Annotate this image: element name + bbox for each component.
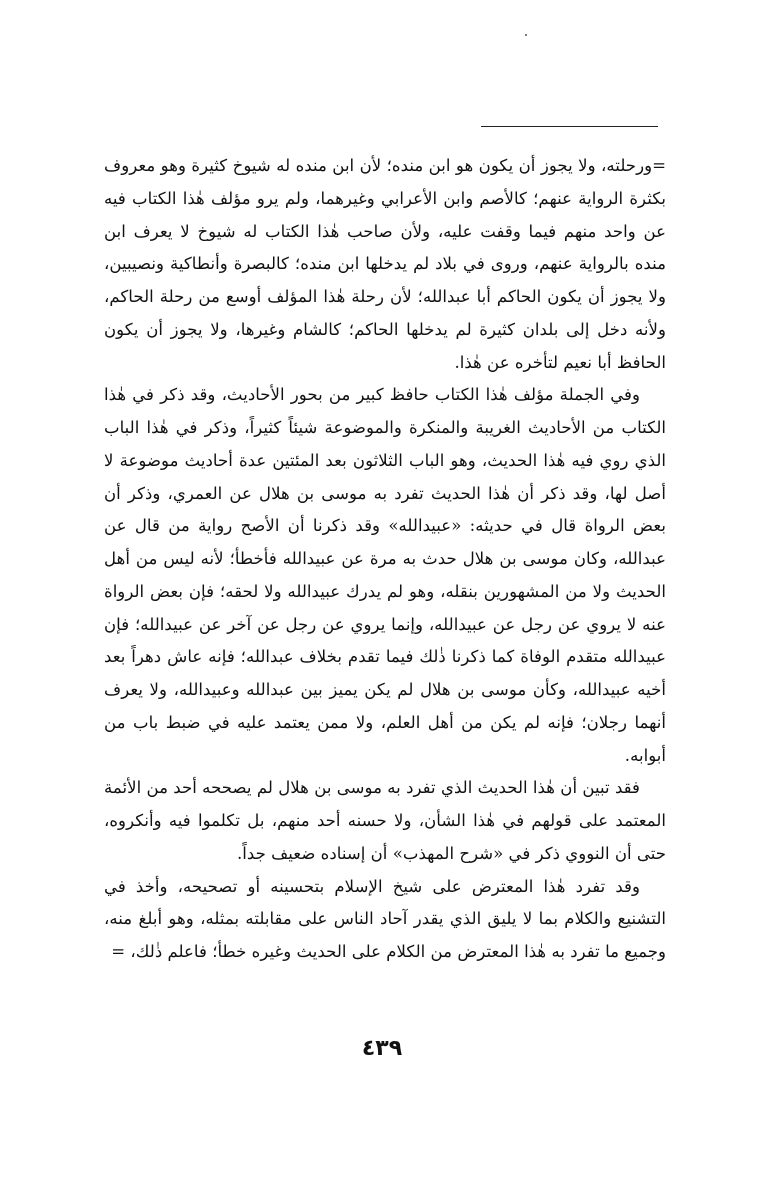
paragraph-4: وقد تفرد هٰذا المعترض على شيخ الإسلام بتحسينه أو تصحيحه، وأخذ في التشنيع والكلام بما لا يليق الذي يقدر آحاد الناس على مقابلته بمثله، وهو أبلغ منه، وجميع ما تفرد به هٰذا المعترض من الكلام على الحديث وغيره خطأ؛ فاعلم ذٰلك، =: [104, 876, 666, 961]
paragraph-1: =ورحلته، ولا يجوز أن يكون هو ابن منده؛ لأن ابن منده له شيوخ كثيرة وهو معروف بكثرة الرواية عنهم؛ كالأصم وابن الأعرابي وغيرهما، ولم يرو مؤلف هٰذا الكتاب فيه عن واحد منهم فيما وقفت عليه، ولأن صاحب هٰذا الكتاب له شيوخ لا يعرف ابن منده بالرواية عنهم، وروى في بلاد لم يدخلها ابن منده؛ كالبصرة وأنطاكية ونصيبين، ولا يجوز أن يكون الحاكم أبا عبدالله؛ لأن رحلة هٰذا المؤلف أوسع من رحلة الحاكم، ولأنه دخل إلى بلدان كثيرة لم يدخلها الحاكم؛ كالشام وغيرها، ولا يجوز أن يكون الحافظ أبا نعيم لتأخره عن هٰذا.: [104, 156, 666, 372]
ink-speck: [525, 34, 527, 36]
paragraph-2: وفي الجملة مؤلف هٰذا الكتاب حافظ كبير من بحور الأحاديث، وقد ذكر في هٰذا الكتاب من الأحاديث الغريبة والمنكرة والموضوعة شيئاً كثيراً، وذكر في هٰذا الباب الذي روي فيه هٰذا الحديث، وهو الباب الثلاثون بعد المئتين عدة أحاديث موضوعة لا أصل لها، وقد ذكر أن هٰذا الحديث تفرد به موسى بن هلال عن العمري، وذكر أن بعض الرواة قال في حديثه: «عبيدالله» وقد ذكرنا أن الأصح رواية من قال عن عبدالله، وكان موسى بن هلال حدث به مرة عن عبيدالله فأخطأ؛ لأنه ليس من أهل الحديث ولا من المشهورين بنقله، وهو لم يدرك عبيدالله ولا لحقه؛ فإن بعض الرواة عنه لا يروي عن رجل عن عبيدالله، وإنما يروي عن رجل عن آخر عن عبيدالله؛ فإن عبيدالله متقدم الوفاة كما ذكرنا ذٰلك فيما تقدم بخلاف عبدالله؛ فإنه عاش دهراً بعد أخيه عبيدالله، وكأن موسى بن هلال لم يكن يميز بين عبدالله وعبيدالله، ولا يعرف أنهما رجلان؛ فإنه لم يكن من أهل العلم، ولا ممن يعتمد عليه في ضبط باب من أبوابه.: [104, 385, 666, 765]
footnote-text-block: [104, 150, 666, 969]
page-number: ٤٣٩: [361, 1036, 403, 1061]
paragraph-3: فقد تبين أن هٰذا الحديث الذي تفرد به موسى بن هلال لم يصححه أحد من الأئمة المعتمد على قولهم في هٰذا الشأن، ولا حسنه أحد منهم، بل تكلموا فيه وأنكروه، حتى أن النووي ذكر في «شرح المهذب» أن إسناده ضعيف جداً.: [104, 778, 666, 863]
footnote-separator-rule: [481, 126, 658, 127]
